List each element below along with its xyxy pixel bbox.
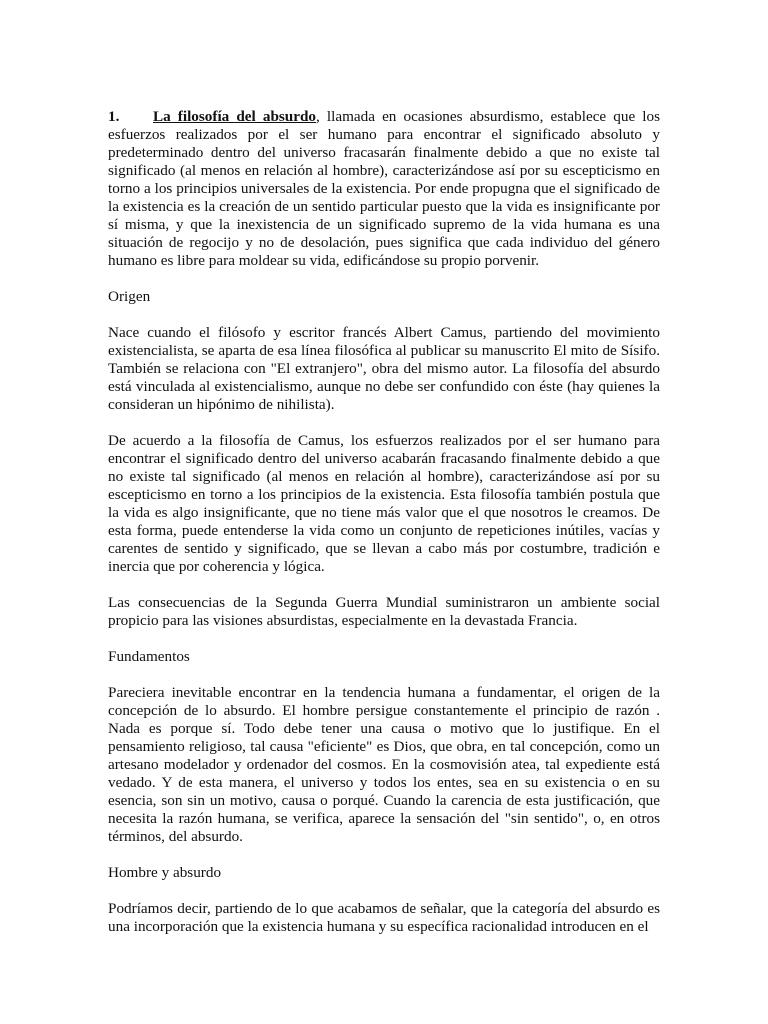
origen-paragraph-2: De acuerdo a la filosofía de Camus, los esfuerzos realizados por el ser humano para encontrar el significado dentro del universo acabarán fracasando finalmente debido a que no existe tal significado (al menos en relación al hombre), caracterizándose así por su escepticismo en torno a los principios de la existencia. Esta filosofía también postula que la vida es algo insignificante, que no tiene más valor que el que nosotros le creamos. De esta forma, puede entenderse la vida como un conjunto de repeticiones inútiles, vacías y carentes de sentido y significado, que se llevan a cabo más por costumbre, tradición e inercia que por coherencia y lógica.: [108, 432, 660, 575]
document-page: [108, 108, 660, 954]
heading-hombre-y-absurdo: Hombre y absurdo: [108, 864, 222, 881]
heading-origen: Origen: [108, 288, 151, 305]
intro-paragraph: [108, 108, 660, 270]
fundamentos-paragraph-1: Pareciera inevitable encontrar en la tendencia humana a fundamentar, el origen de la concepción de lo absurdo. El hombre persigue constantemente el principio de razón . Nada es porque sí. Todo debe tener una causa o motivo que lo justifique. En el pensamiento religioso, tal causa "eficiente" es Dios, que obra, en tal concepción, como un artesano modelador y ordenador del cosmos. En la cosmovisión atea, tal expediente está vedado. Y de esta manera, el universo y todos los entes, sea en su existencia o en su esencia, son sin un motivo, causa o porqué. Cuando la carencia de esta justificación, que necesita la razón humana, se verifica, aparece la sensación del "sin sentido", o, en otros términos, del absurdo.: [108, 684, 660, 845]
intro-text: , llamada en ocasiones absurdismo, establece que los esfuerzos realizados por el ser humano para encontrar el significado absoluto y predeterminado dentro del universo fracasarán finalmente debido a que no existe tal significado (al menos en relación al hombre), caracterizándose así por su escepticismo en torno a los principios universales de la existencia. Por ende propugna que el significado de la existencia es la creación de un sentido particular puesto que la vida es insignificante por sí misma, y que la inexistencia de un significado supremo de la vida humana es una situación de regocijo y no de desolación, pues significa que cada individuo del género humano es libre para moldear su vida, edificándose su propio porvenir.: [108, 108, 660, 269]
section-number: 1.: [108, 108, 120, 125]
heading-fundamentos: Fundamentos: [108, 648, 190, 665]
document-title: La filosofía del absurdo: [153, 108, 317, 125]
hombre-absurdo-paragraph-1: Podríamos decir, partiendo de lo que acabamos de señalar, que la categoría del absurdo es una incorporación que la existencia humana y su específica racionalidad introducen en el: [108, 900, 660, 935]
origen-paragraph-3: Las consecuencias de la Segunda Guerra Mundial suministraron un ambiente social propicio para las visiones absurdistas, especialmente en la devastada Francia.: [108, 594, 660, 629]
origen-paragraph-1: Nace cuando el filósofo y escritor francés Albert Camus, partiendo del movimiento existencialista, se aparta de esa línea filosófica al publicar su manuscrito El mito de Sísifo. También se relaciona con "El extranjero", obra del mismo autor. La filosofía del absurdo está vinculada al existencialismo, aunque no debe ser confundido con éste (hay quienes la consideran un hipónimo de nihilista).: [108, 324, 660, 413]
